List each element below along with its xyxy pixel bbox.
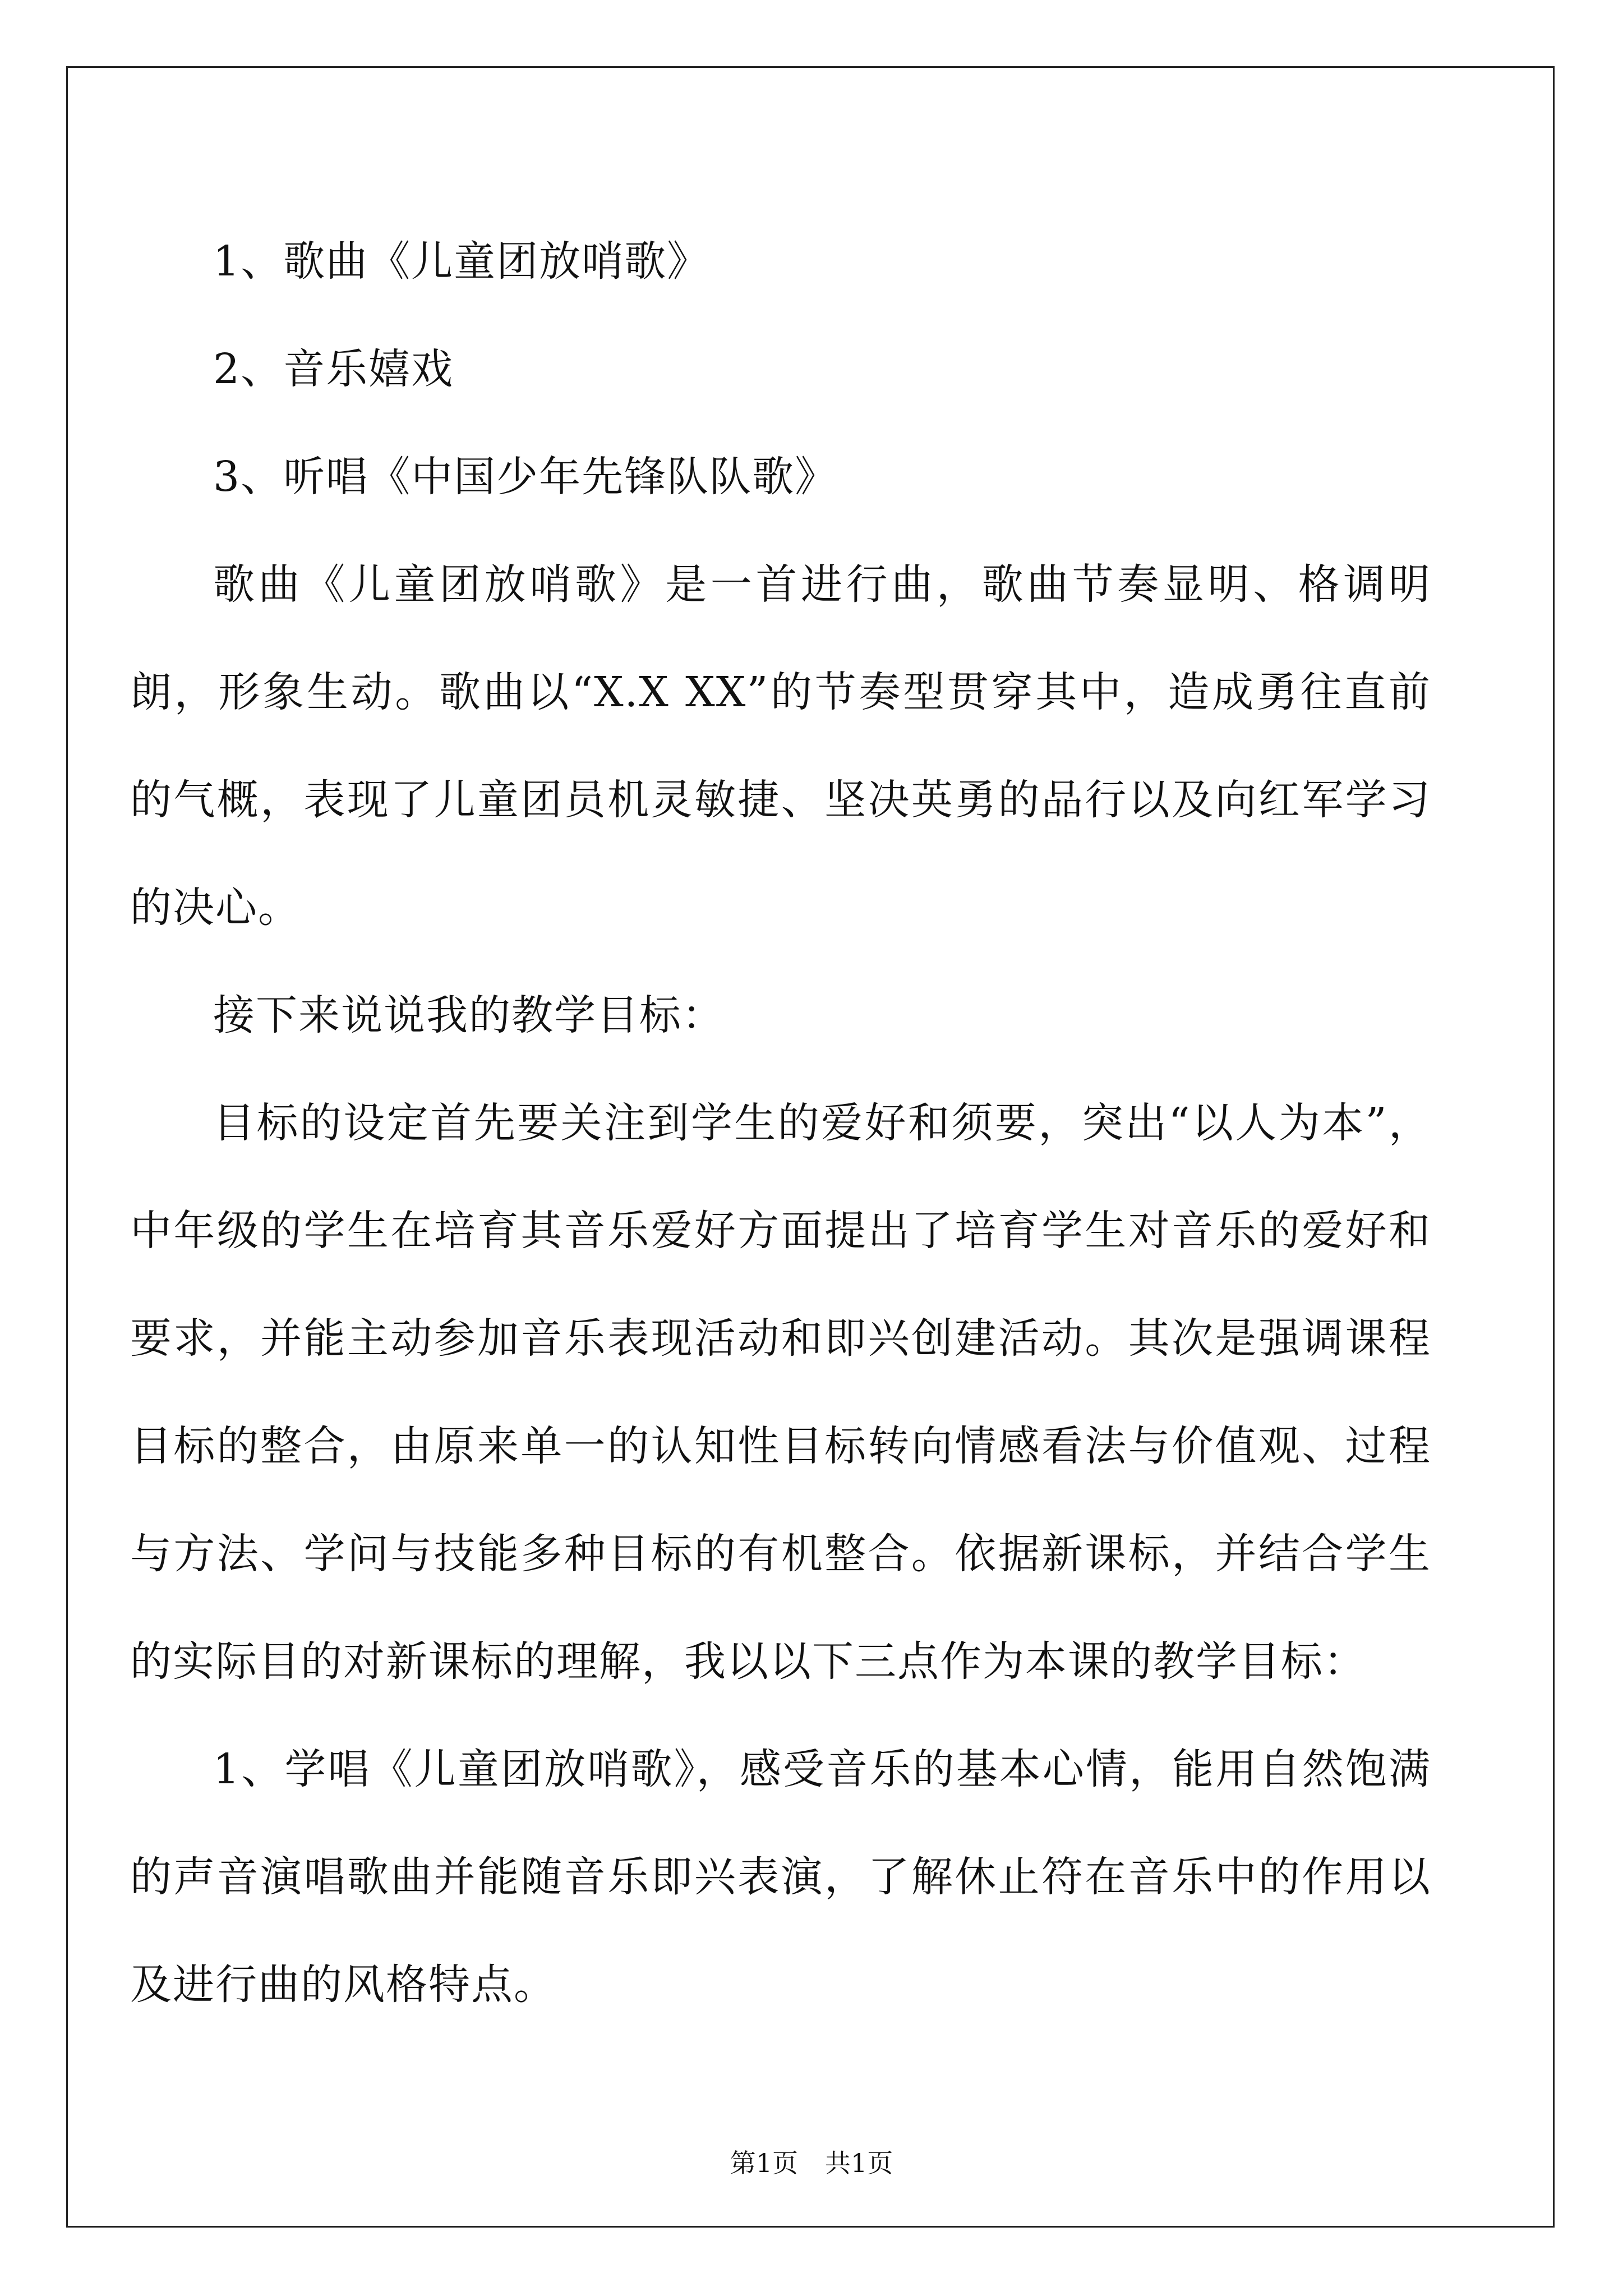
page-number: 第1页 xyxy=(730,2148,798,2178)
paragraph-list-item-2: 2、音乐嬉戏 xyxy=(213,345,454,393)
paragraph-objectives-rationale: 目标的设定首先要关注到学生的爱好和须要，突出“以人为本”，中年级的学生在培育其音乐爱好方面提出了培育学生对音乐的爱好和要求，并能主动参加音乐表现活动和即兴创建活动。其次是强调课程目标的整合，由原来单一的认知性目标转向情感看法与价值观、过程与方法、学问与技能多种目标的有机整合。依据新课标，并结合学生的实际目的对新课标的理解，我以以下三点作为本课的教学目标： xyxy=(130,1099,1431,1686)
page-footer xyxy=(0,2146,1623,2180)
paragraph-objective-1: 1、学唱《儿童团放哨歌》，感受音乐的基本心情，能用自然饱满的声音演唱歌曲并能随音乐即兴表演，了解休止符在音乐中的作用以及进行曲的风格特点。 xyxy=(130,1745,1431,2009)
paragraph-song-description: 歌曲《儿童团放哨歌》是一首进行曲，歌曲节奏显明、格调明朗，形象生动。歌曲以“X.X XX”的节奏型贯穿其中，造成勇往直前的气概，表现了儿童团员机灵敏捷、坚决英勇的品行以及向红军学习的决心。 xyxy=(130,560,1431,932)
paragraph-objectives-intro: 接下来说说我的教学目标： xyxy=(213,991,725,1039)
paragraph-list-item-3: 3、听唱《中国少年先锋队队歌》 xyxy=(213,453,838,501)
page-total: 共1页 xyxy=(825,2148,893,2178)
document-body xyxy=(130,208,1431,2039)
paragraph-list-item-1: 1、歌曲《儿童团放哨歌》 xyxy=(213,237,710,286)
